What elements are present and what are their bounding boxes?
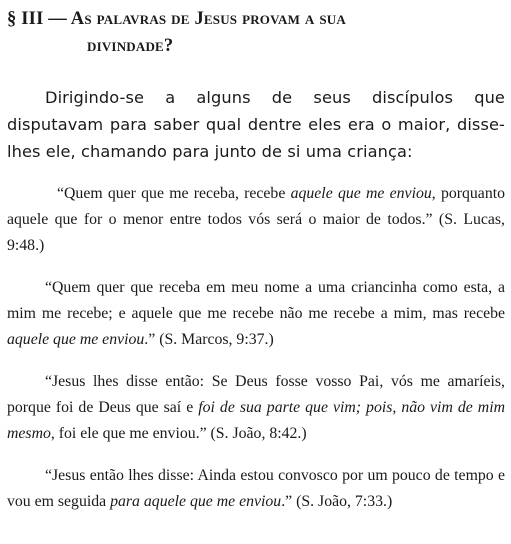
- quote-paragraph-joao-842: [7, 369, 505, 447]
- quote-text: , porquanto aquele que for o menor entre todos vós será o maior de todos.” (S. Lucas, 9:48.): [7, 185, 506, 255]
- quote-emphasis: foi de sua parte que vim; pois, não vim de mim mesmo: [7, 398, 505, 442]
- intro-paragraph: Dirigindo-se a alguns de seus discípulos que disputavam para saber qual dentre eles era o maior, disse-lhes ele, chamando para junto de si uma criança:: [7, 88, 505, 161]
- quote-text: “Jesus então lhes disse: Ainda estou convosco por um pouco de tempo e vou em seguida: [7, 466, 505, 510]
- quote-paragraph-lucas: [7, 181, 505, 259]
- quote-text: “Quem quer que me receba, recebe: [57, 185, 291, 203]
- section-heading-line1: § III — As palavras de Jesus provam a sua: [7, 9, 346, 29]
- quote-emphasis: para aquele que me enviou: [110, 492, 282, 510]
- quote-text: “Quem quer que receba em meu nome a uma criancinha como esta, a mim me recebe; e aquele que me recebe não me recebe a mim, mas recebe: [7, 278, 505, 322]
- quote-text: .” (S. Marcos, 9:37.): [144, 330, 274, 348]
- quote-emphasis: aquele que me enviou: [290, 185, 432, 203]
- quote-emphasis: aquele que me enviou: [7, 330, 145, 348]
- quote-paragraph-joao-733: [7, 463, 505, 515]
- quote-text: , foi ele que me enviou.” (S. João, 8:42.): [50, 424, 307, 442]
- section-heading: [7, 6, 505, 60]
- section-heading-line2: divindade?: [87, 36, 174, 56]
- quote-paragraph-marcos: [7, 275, 505, 353]
- quote-text: .” (S. João, 7:33.): [281, 492, 393, 510]
- quote-text: “Jesus lhes disse então: Se Deus fosse vosso Pai, vós me amaríeis, porque foi de Deus que saí e: [7, 372, 505, 416]
